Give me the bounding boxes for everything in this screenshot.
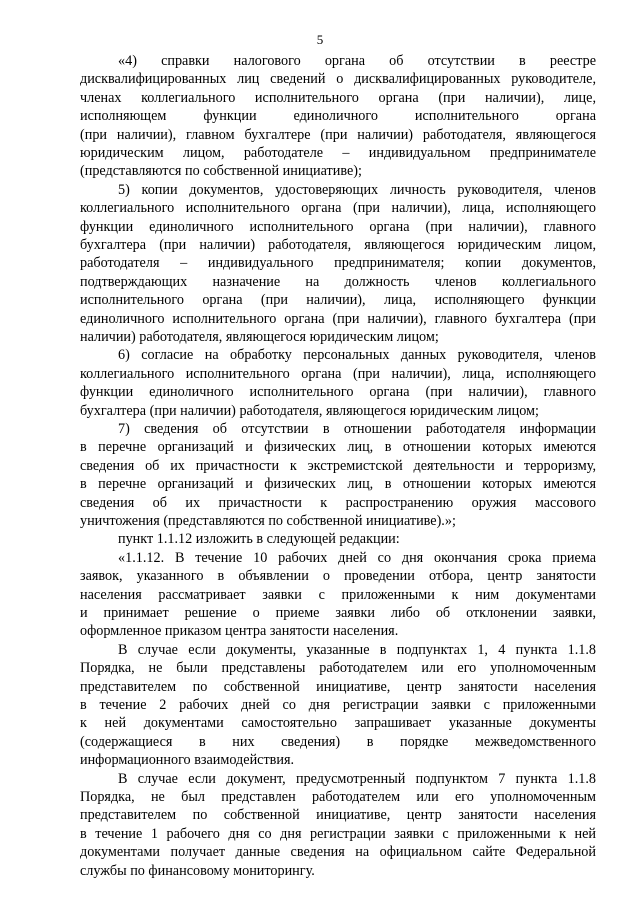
text-line: бухгалтера (при наличии) работодателя, являющегося юридическим лицом; — [80, 402, 539, 419]
text-line: подтверждающих назначение на должность членов коллегиального — [80, 273, 596, 290]
text-line: работодателя – индивидуального предпринимателя; копии документов, — [80, 255, 596, 272]
text-line: 5) копии документов, удостоверяющих личность руководителя, членов — [118, 181, 596, 198]
text-line: Порядка, не был представлен работодателем или его уполномоченным — [80, 789, 596, 805]
text-line: дисквалифицированных лиц сведений о дисквалифицированных руководителе, — [80, 71, 596, 88]
text-line: уничтожения (представляются по собственной инициативе).»; — [80, 513, 456, 529]
text-line: юридическим лицом, работодателе – индивидуальном предпринимателе — [80, 145, 596, 161]
text-line: 7) сведения об отсутствии в отношении работодателя информации — [118, 421, 596, 437]
text-line: «1.1.12. В течение 10 рабочих дней со дня окончания срока приема — [118, 549, 596, 566]
text-line: (при наличии), главном бухгалтере (при наличии) работодателя, являющегося — [80, 126, 596, 143]
text-line: единоличного исполнительного органа (при наличии), главного бухгалтера (при — [80, 310, 596, 327]
text-line: (содержащиеся в них сведения) в порядке межведомственного — [80, 733, 596, 750]
text-line: сведения об их причастности к распространению оружия массового — [80, 494, 596, 511]
text-line: В случае если документы, указанные в подпунктах 1, 4 пункта 1.1.8 — [118, 641, 596, 658]
text-line: наличии) работодателя, являющегося юридическим лицом; — [80, 329, 439, 345]
text-line: в течение 1 рабочего дня со дня регистрации заявки с приложенными к ней — [80, 825, 596, 842]
text-line: заявок, указанного в объявлении о проведении отбора, центр занятости — [80, 568, 596, 585]
text-line: (представляются по собственной инициативе); — [80, 163, 362, 180]
text-line: сведения об их причастности к экстремистской деятельности и терроризму, — [80, 457, 596, 474]
text-line: документами получает данные сведения на официальном сайте Федеральной — [80, 844, 596, 861]
text-line: представителем по собственной инициативе, центр занятости населения — [80, 807, 596, 824]
text-line: к ней документами самостоятельно запрашивает указанные документы — [80, 715, 596, 732]
text-line: исполнительного органа (при наличии), лица, исполняющего функции — [80, 292, 596, 309]
text-line: коллегиального исполнительного органа (при наличии), лица, исполняющего — [80, 365, 596, 382]
text-line: членах коллегиального исполнительного органа (при наличии), лице, — [80, 89, 596, 106]
text-line: «4) справки налогового органа об отсутствии в реестре — [118, 53, 596, 69]
page-number: 5 — [316, 32, 324, 47]
text-line: исполняющем функции единоличного исполнительного органа — [80, 108, 596, 125]
text-line: и принимает решение о приеме заявки либо об отклонении заявки, — [80, 605, 596, 621]
text-line: функции единоличного исполнительного органа (при наличии), главного — [80, 384, 596, 401]
text-line: функции единоличного исполнительного органа (при наличии), главного — [80, 218, 596, 235]
text-line: в перечне организаций и физических лиц, в отношении которых имеются — [80, 476, 596, 493]
text-line: в течение 2 рабочих дней со дня регистрации заявки с приложенными — [80, 697, 596, 713]
text-line: населения рассматривает заявки с приложенными к ним документами — [80, 586, 596, 603]
text-line: службы по финансовому мониторингу. — [80, 862, 315, 879]
text-line: пункт 1.1.12 изложить в следующей редакции: — [118, 531, 400, 548]
text-line: В случае если документ, предусмотренный подпунктом 7 пункта 1.1.8 — [118, 770, 596, 787]
text-line: информационного взаимодействия. — [80, 752, 295, 769]
text-line: коллегиального исполнительного органа (при наличии), лица, исполняющего — [80, 200, 596, 217]
text-line: бухгалтера (при наличии) работодателя, являющегося юридическим лицом, — [80, 237, 596, 253]
text-line: 6) согласие на обработку персональных данных руководителя, членов — [118, 347, 596, 364]
text-line: Порядка, не были представлены работодателем или его уполномоченным — [80, 660, 596, 677]
text-line: представителем по собственной инициативе, центр занятости населения — [80, 678, 596, 695]
text-line: в перечне организаций и физических лиц, в отношении которых имеются — [80, 439, 596, 456]
text-line: оформленное приказом центра занятости населения. — [80, 623, 399, 640]
